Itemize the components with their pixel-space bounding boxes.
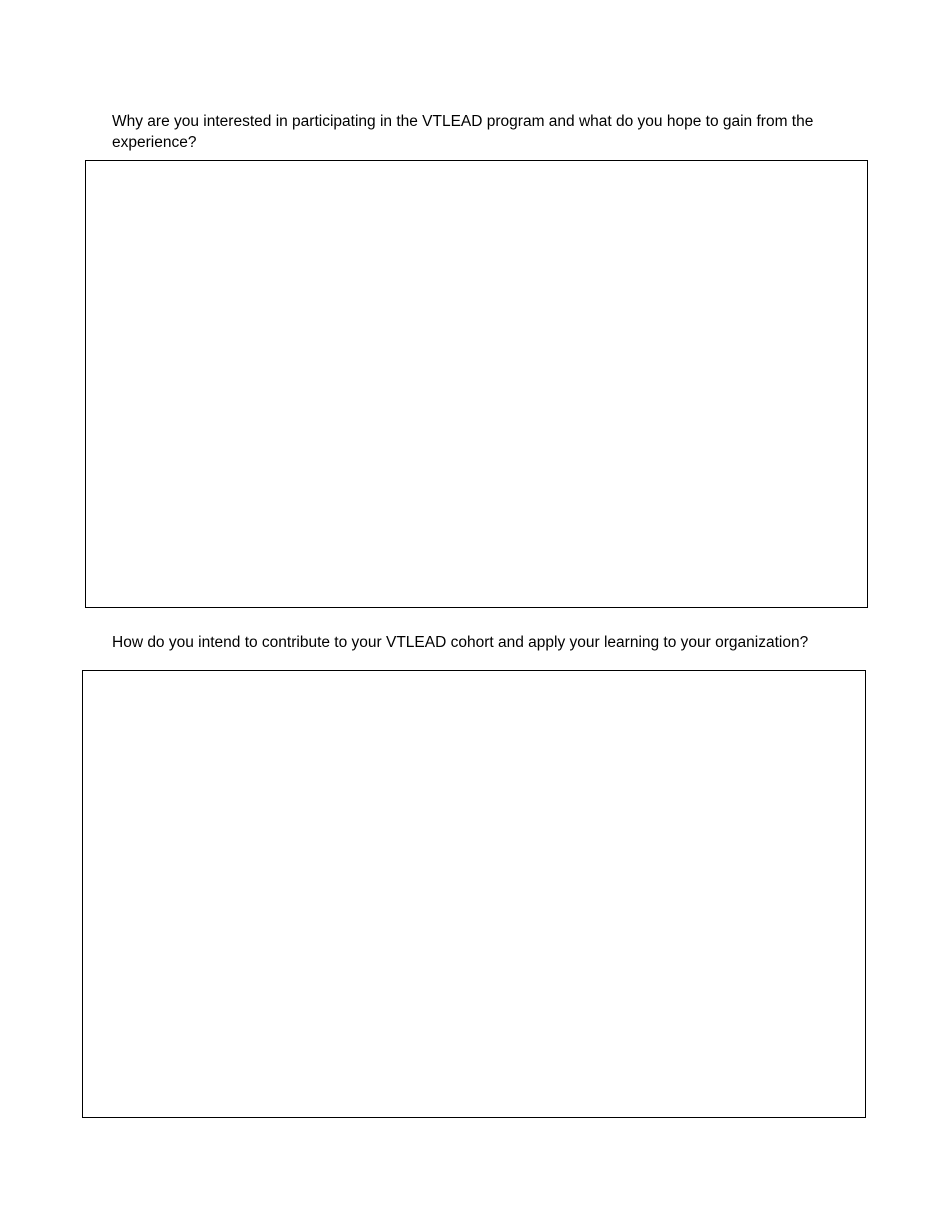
answer-box-interest[interactable] xyxy=(85,160,868,608)
answer-box-contribution[interactable] xyxy=(82,670,866,1118)
question-interest-label: Why are you interested in participating in the VTLEAD program and what do you hope to gain from the experience? xyxy=(112,113,814,151)
question-contribution-label: How do you intend to contribute to your VTLEAD cohort and apply your learning to your organization? xyxy=(112,634,809,651)
